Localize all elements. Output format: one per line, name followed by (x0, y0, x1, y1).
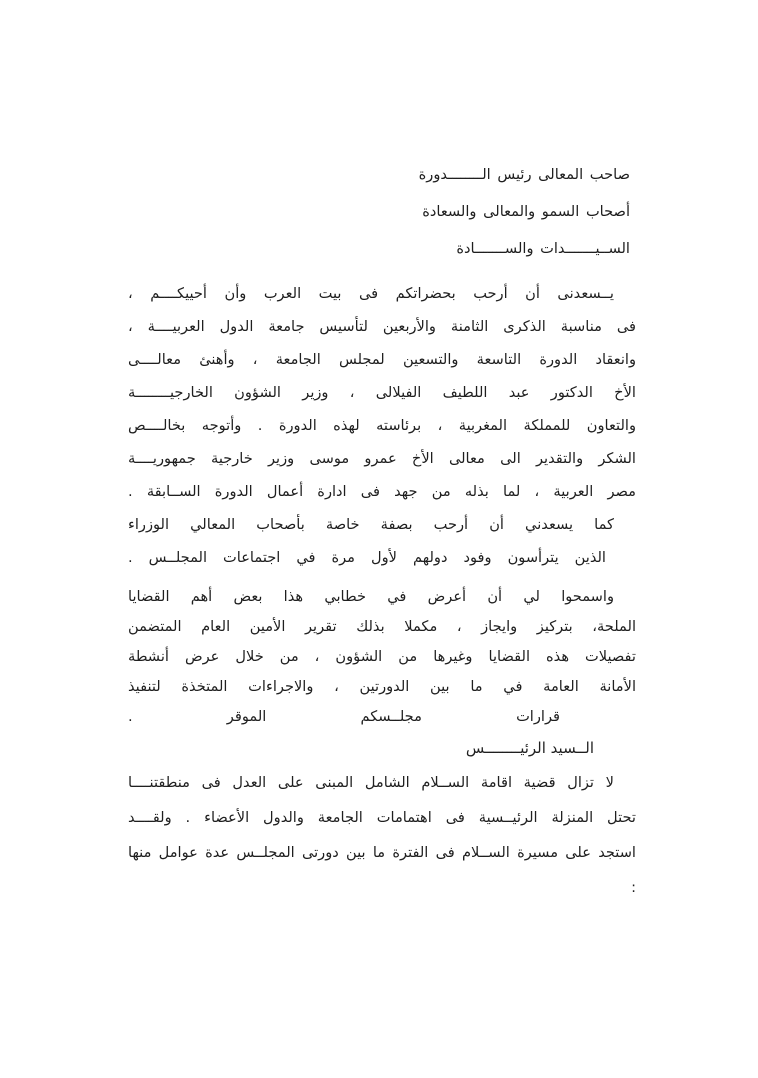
text-line: الأخ الدكتور عبد اللطيف الفيلالى ، وزير الشؤون الخارجيــــــــة (128, 384, 636, 401)
text-line: والتعاون للمملكة المغربية ، برئاسته لهذه الدورة . وأتوجه بخالــــص (128, 417, 636, 434)
text-line: الأمانة العامة في ما بين الدورتين ، والاجراءات المتخذة لتنفيذ (128, 678, 636, 695)
text-line: قرارات مجلــسكم الموقر . (128, 708, 560, 725)
salutation-line: الســيـــــــدات والســـــــادة (456, 240, 630, 257)
text-line: مصر العربية ، لما بذله من جهد فى ادارة أعمال الدورة الســابقة . (128, 483, 636, 500)
salutation-block (128, 0, 636, 267)
text-line: لا تزال قضية اقامة الســلام الشامل المبنى على العدل فى منطقتنــــا (128, 774, 614, 791)
text-line: تفصيلات هذه القضايا وغيرها من الشؤون ، من خلال عرض أنشطة (128, 648, 636, 665)
text-line: تحتل المنزلة الرئيــسية فى اهتمامات الجامعة والدول الأعضاء . ولقــــد (128, 809, 636, 826)
text-line: يــسعدنى أن أرحب بحضراتكم فى بيت العرب وأن أحييكــــم ، (128, 285, 614, 302)
paragraph-welcome-new-ministers (128, 508, 636, 574)
text-line: فى مناسبة الذكرى الثامنة والأربعين لتأسيس جامعة الدول العربيــــة ، (128, 318, 636, 335)
text-line: الملحة، بتركيز وايجاز ، مكملا بذلك تقرير الأمين العام المتضمن (128, 618, 636, 635)
salutation-line: أصحاب السمو والمعالى والسعادة (422, 203, 630, 220)
text-line: وانعقاد الدورة التاسعة والتسعين لمجلس الجامعة ، وأهنئ معالــــى (128, 351, 636, 368)
text-line: استجد على مسيرة الســلام فى الفترة ما بين دورتى المجلــس عدة عوامل منها : (128, 844, 636, 896)
text-line: واسمحوا لي أن أعرض في خطابي هذا بعض أهم القضايا (128, 588, 614, 605)
letter-content (128, 0, 636, 905)
text-line: الذين يترأسون وفود دولهم لأول مرة في اجتماعات المجلــس . (128, 549, 606, 566)
text-line: كما يسعدني أن أرحب بصفة خاصة بأصحاب المعالي الوزراء (128, 516, 614, 533)
paragraph-peace-process (128, 765, 636, 905)
paragraph-speech-scope (128, 582, 636, 732)
section-heading-mr-president: الــسيد الرئيــــــــس (465, 739, 594, 757)
text-line: الشكر والتقدير الى معالى الأخ عمرو موسى وزير خارجية جمهوريــــة (128, 450, 636, 467)
paragraph-greeting (128, 277, 636, 508)
salutation-line: صاحب المعالى رئيس الــــــــدورة (418, 166, 630, 183)
